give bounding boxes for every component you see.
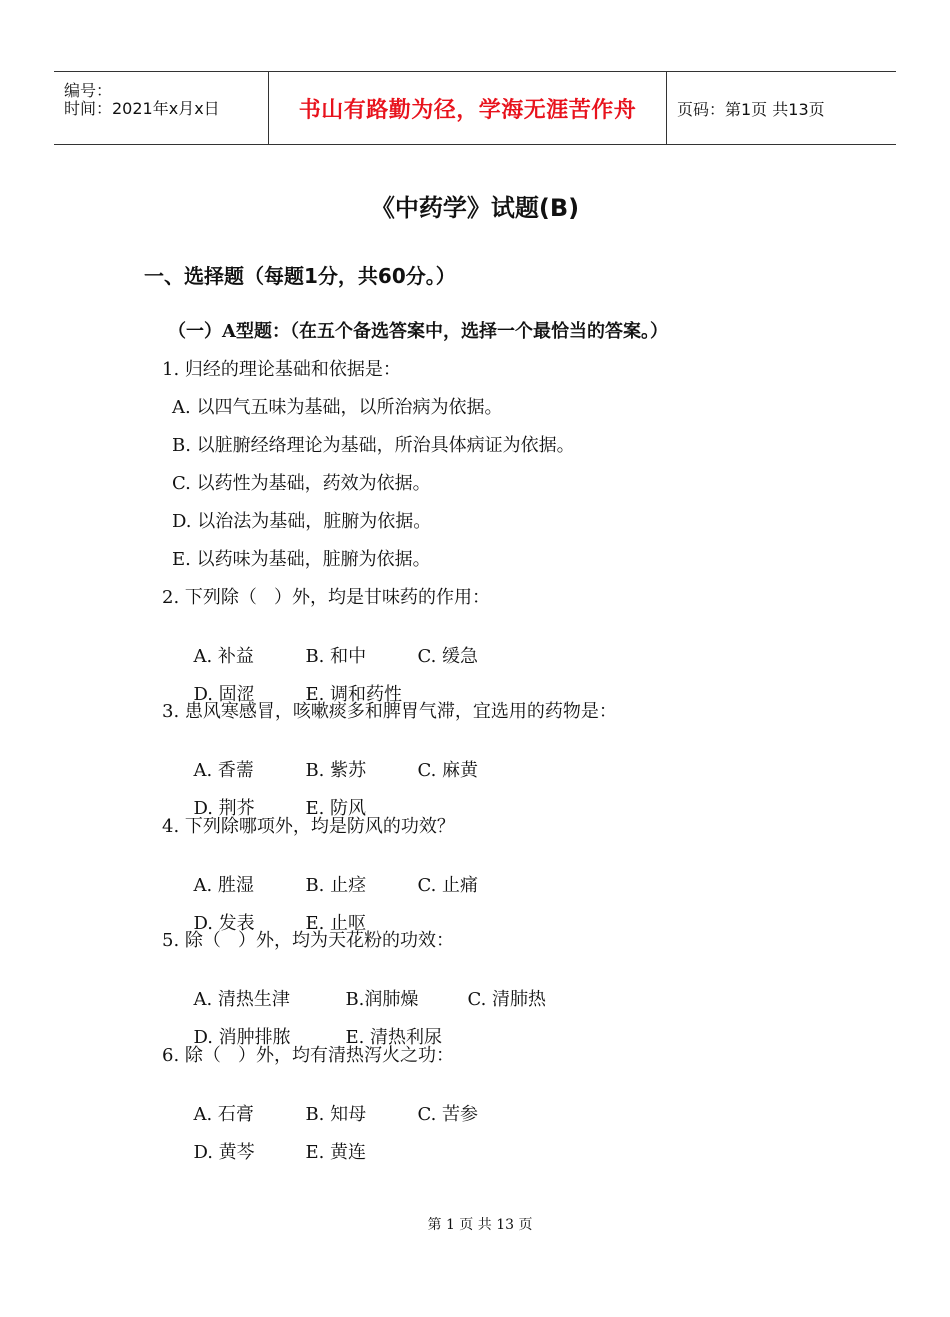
option: C. 止痛 (417, 875, 479, 896)
option: B. 知母 (305, 1104, 367, 1125)
option: D. 以治法为基础，脏腑为依据。 (172, 511, 432, 532)
question-stem: 4. 下列除哪项外，均是防风的功效？ (162, 816, 455, 837)
option: B. 和中 (305, 646, 367, 667)
option: B. 紫苏 (305, 760, 367, 781)
option: D. 荆芥 (193, 798, 255, 819)
document-title: 《中药学》试题(B) (370, 194, 580, 222)
question-stem: 6. 除（ ）外，均有清热泻火之功： (162, 1045, 455, 1066)
number-label: 编号： (64, 81, 113, 100)
option: A. 胜湿 (193, 875, 254, 896)
option: B. 止痉 (305, 875, 367, 896)
option: B. 以脏腑经络理论为基础，所治具体病证为依据。 (172, 435, 575, 456)
motto: 书山有路勤为径，学海无涯苦作舟 (298, 97, 637, 123)
option: D. 固涩 (193, 684, 255, 705)
option: A. 石膏 (193, 1104, 254, 1125)
question-stem: 3. 患风寒感冒，咳嗽痰多和脾胃气滞，宜选用的药物是： (162, 701, 617, 722)
page-header (54, 71, 896, 145)
header-info-cell (54, 72, 269, 144)
option: C. 苦参 (417, 1104, 479, 1125)
option: A. 香薷 (193, 760, 254, 781)
option: C. 以药性为基础，药效为依据。 (172, 473, 431, 494)
subsection-heading: （一）A型题：（在五个备选答案中，选择一个最恰当的答案。） (168, 321, 668, 342)
time-label: 时间：2021年x月x日 (64, 99, 220, 118)
option: C. 麻黄 (417, 760, 479, 781)
header-motto-cell (269, 72, 667, 144)
page-label: 页码：第1页 共13页 (677, 99, 825, 119)
option: A. 清热生津 (193, 989, 290, 1010)
option: C. 清肺热 (467, 989, 547, 1010)
option: E. 防风 (305, 798, 367, 819)
option: E. 以药味为基础，脏腑为依据。 (172, 549, 431, 570)
option: E. 止呕 (305, 913, 367, 934)
section-heading: 一、选择题（每题1分，共60分。） (144, 264, 456, 288)
option: C. 缓急 (417, 646, 479, 667)
option: E. 调和药性 (305, 684, 403, 705)
question-stem: 5. 除（ ）外，均为天花粉的功效： (162, 930, 455, 951)
option: D. 黄芩 (193, 1142, 255, 1163)
option: E. 清热利尿 (345, 1027, 443, 1048)
option: D. 发表 (193, 913, 255, 934)
page-footer (0, 1214, 950, 1234)
option: B.润肺燥 (345, 989, 419, 1010)
question-stem: 2. 下列除（ ）外，均是甘味药的作用： (162, 587, 491, 608)
option-row (182, 1117, 366, 1164)
option: D. 消肿排脓 (193, 1027, 291, 1048)
option: E. 黄连 (305, 1142, 367, 1163)
footer-page-number: 第 1 页 共 13 页 (427, 1217, 533, 1233)
option: A. 补益 (193, 646, 254, 667)
header-page-cell (667, 72, 896, 144)
option: A. 以四气五味为基础，以所治病为依据。 (172, 397, 503, 418)
question-stem: 1. 归经的理论基础和依据是： (162, 359, 401, 380)
